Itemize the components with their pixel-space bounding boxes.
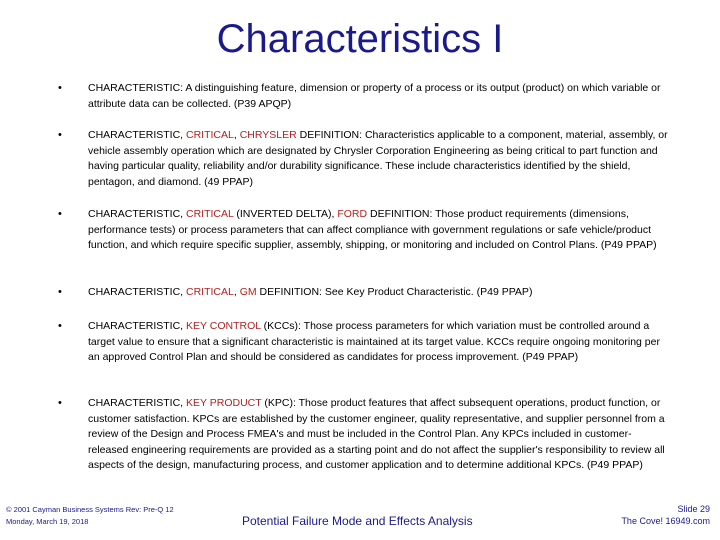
bullet-marker: • <box>58 397 62 409</box>
bullet-text-run: CHARACTERISTIC, <box>88 129 187 141</box>
bullet-text <box>88 285 668 301</box>
bullet-text-run: , <box>233 129 240 141</box>
highlight-term: CRITICAL <box>186 129 234 141</box>
footer-site: The Cove! 16949.com <box>621 516 710 526</box>
highlight-term: CRITICAL <box>186 208 234 220</box>
bullet-text-run: CHARACTERISTIC, <box>88 320 187 332</box>
footer-date: Monday, March 19, 2018 <box>6 517 89 526</box>
footer-copyright-block <box>6 504 174 528</box>
bullet-text <box>88 207 668 254</box>
footer-slide-info <box>621 503 710 527</box>
footer-copyright: © 2001 Cayman Business Systems Rev: Pre-Q 12 <box>6 505 174 514</box>
bullet-text <box>88 81 668 112</box>
highlight-term: FORD <box>337 208 368 220</box>
bullet-text <box>88 396 668 474</box>
bullet-text-run: DEFINITION: Characteristics applicable to a component, material, assembly, or vehicle assembly operation which are designated by Chrysler Corporation Engineering as being critical to part function and having particular quality, reliability and/or durability significance. These include characteristics identified by the shield, pentagon, and diamond. (49 PPAP) <box>88 129 668 188</box>
highlight-term: KEY PRODUCT <box>186 397 262 409</box>
bullet-text-run: DEFINITION: See Key Product Characteristic. (P49 PPAP) <box>256 286 533 298</box>
bullet-marker: • <box>58 129 62 141</box>
highlight-term: CRITICAL <box>186 286 234 298</box>
bullet-marker: • <box>58 82 62 94</box>
highlight-term: KEY CONTROL <box>186 320 261 332</box>
bullet-marker: • <box>58 320 62 332</box>
bullet-text <box>88 319 668 366</box>
bullet-text-run: CHARACTERISTIC, <box>88 208 187 220</box>
bullet-marker: • <box>58 286 62 298</box>
bullet-text <box>88 128 668 190</box>
bullet-text-run: (INVERTED DELTA), <box>233 208 338 220</box>
bullet-text-run: CHARACTERISTIC, <box>88 286 187 298</box>
bullet-text-run: (KCCs): Those process parameters for which variation must be controlled around a target value to ensure that a significant characteristic is maintained at its target value. KCCs require ongoing monitoring per an approved Control Plan and should be considered as candidates for process improvement. (P49 PPAP) <box>88 320 660 364</box>
bullet-marker: • <box>58 208 62 220</box>
bullet-text-run: DEFINITION: Those product requirements (dimensions, performance tests) or process parameters that can affect compliance with government regulations or safe vehicle/product function, and which require specific supplier, assembly, shipping, or monitoring and included on Control Plans. (P49 PPAP) <box>88 208 657 252</box>
highlight-term: GM <box>239 286 257 298</box>
bullet-text-run: (KPC): Those product features that affect subsequent operations, product function, or customer satisfaction. KPCs are established by the customer engineer, quality representative, and supplier personnel from a review of the Design and Process FMEA's and must be included in the Control Plan. Any KPCs included in customer-released engineering requirements are provided as a starting point and do not affect the supplier's responsibility to review all aspects of the design, manufacturing process, and customer application and to determine additional KPCs. (P49 PPAP) <box>88 397 665 472</box>
bullet-text-run: , <box>233 286 240 298</box>
highlight-term: CHRYSLER <box>239 129 297 141</box>
bullet-text-run: CHARACTERISTIC: A distinguishing feature, dimension or property of a process or its output (product) on which variable or attribute data can be collected. (P39 APQP) <box>88 82 661 110</box>
bullet-text-run: CHARACTERISTIC, <box>88 397 187 409</box>
slide-number: Slide 29 <box>677 504 710 514</box>
slide-title: Characteristics I <box>216 17 504 61</box>
footer-title: Potential Failure Mode and Effects Analysis <box>242 514 473 528</box>
